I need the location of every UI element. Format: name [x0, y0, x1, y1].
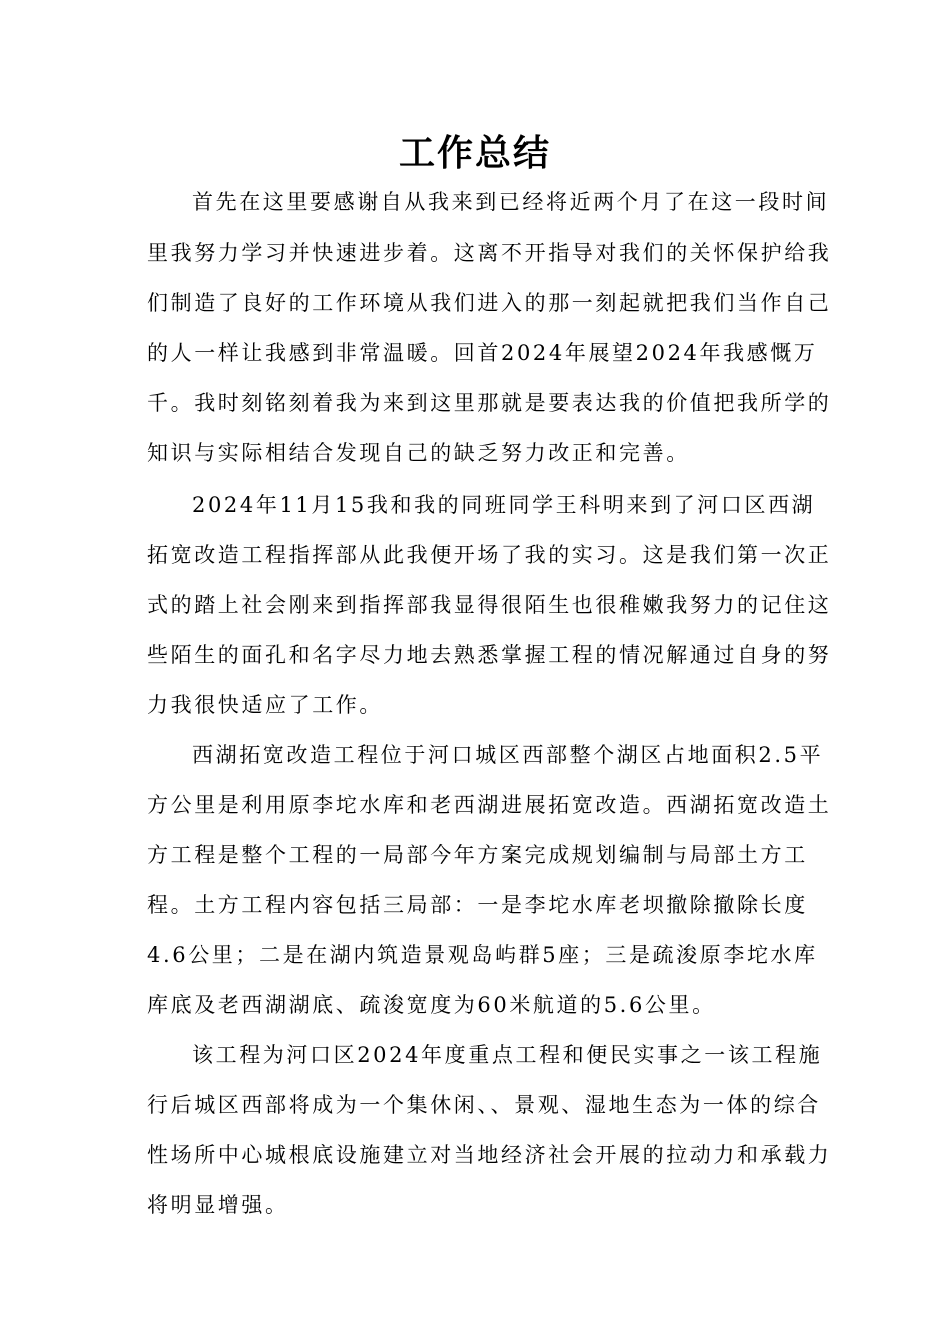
paragraph-line: 们制造了良好的工作环境从我们进入的那一刻起就把我们当作自己	[147, 291, 832, 315]
paragraph-line: 知识与实际相结合发现自己的缺乏努力改正和完善。	[147, 441, 690, 465]
paragraph-line: 拓宽改造工程指挥部从此我便开场了我的实习。这是我们第一次正	[147, 543, 832, 567]
paragraph-line: 千。我时刻铭刻着我为来到这里那就是要表达我的价值把我所学的	[147, 391, 832, 415]
paragraph-line: 4.6公里；二是在湖内筑造景观岛屿群5座；三是疏浚原李坨水库	[147, 943, 818, 967]
paragraph-line: 些陌生的面孔和名字尽力地去熟悉掌握工程的情况解通过自身的努	[147, 643, 832, 667]
paragraph-line: 程。土方工程内容包括三局部：一是李坨水库老坝撤除撤除长度	[147, 893, 808, 917]
paragraph-line: 库底及老西湖湖底、疏浚宽度为60米航道的5.6公里。	[147, 993, 716, 1017]
paragraph-line: 里我努力学习并快速进步着。这离不开指导对我们的关怀保护给我	[147, 241, 832, 265]
paragraph-line: 西湖拓宽改造工程位于河口城区西部整个湖区占地面积2.5平	[192, 743, 824, 767]
paragraph-line: 将明显增强。	[147, 1193, 289, 1217]
paragraph-line: 首先在这里要感谢自从我来到已经将近两个月了在这一段时间	[192, 190, 830, 214]
paragraph-line: 该工程为河口区2024年度重点工程和便民实事之一该工程施	[192, 1043, 823, 1067]
paragraph-line: 2024年11月15我和我的同班同学王科明来到了河口区西湖	[192, 493, 816, 517]
paragraph-line: 方工程是整个工程的一局部今年方案完成规划编制与局部土方工	[147, 843, 808, 867]
paragraph-line: 的人一样让我感到非常温暖。回首2024年展望2024年我感慨万	[147, 341, 818, 365]
paragraph-line: 性场所中心城根底设施建立对当地经济社会开展的拉动力和承载力	[147, 1143, 832, 1167]
paragraph-line: 行后城区西部将成为一个集休闲、、景观、湿地生态为一体的综合	[147, 1093, 821, 1117]
paragraph-line: 式的踏上社会刚来到指挥部我显得很陌生也很稚嫩我努力的记住这	[147, 593, 832, 617]
document-title: 工作总结	[398, 132, 551, 174]
paragraph-line: 力我很快适应了工作。	[147, 693, 383, 717]
paragraph-line: 方公里是利用原李坨水库和老西湖进展拓宽改造。西湖拓宽改造土	[147, 793, 832, 817]
